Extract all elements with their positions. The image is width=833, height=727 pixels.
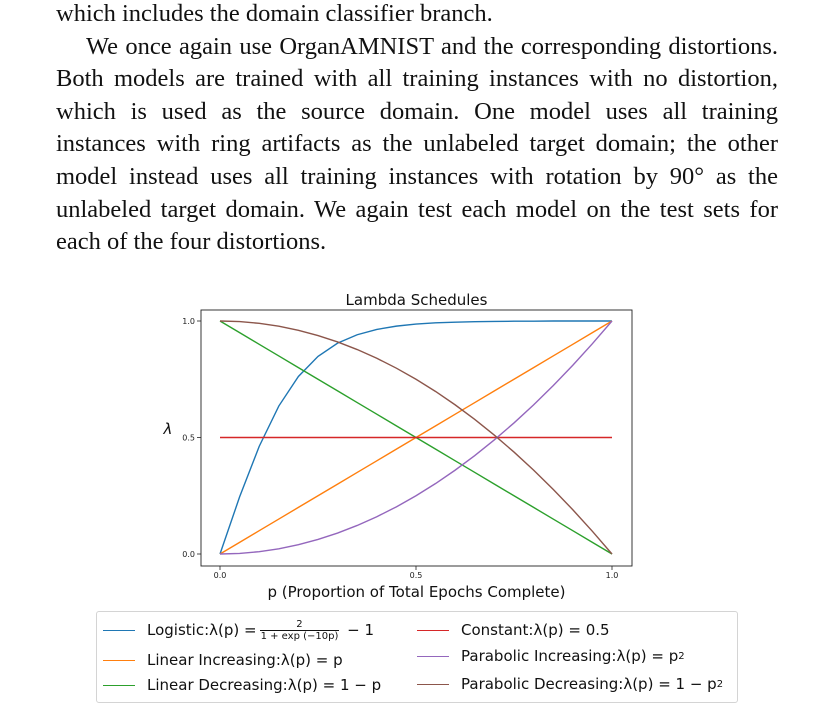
fraction-denominator: 1 + exp (−10p) <box>260 630 339 642</box>
legend-entry-3 <box>103 675 381 695</box>
legend-label: Parabolic Decreasing: <box>461 675 624 693</box>
legend-entry-5 <box>417 646 685 666</box>
x-tick-label: 0.5 <box>409 571 423 580</box>
y-tick-label: 0.5 <box>182 433 195 443</box>
legend-formula-tail: − 1 <box>342 621 375 639</box>
legend-swatch <box>417 630 449 631</box>
legend-entry-2 <box>103 650 343 670</box>
legend-label: Parabolic Increasing: <box>461 647 617 665</box>
legend-label: Logistic: <box>147 621 210 639</box>
y-tick-label: 0.0 <box>182 550 195 559</box>
chart-legend <box>96 611 738 703</box>
legend-formula: λ(p) = <box>209 621 257 639</box>
paragraph-body: We once again use OrganAMNIST and the corresponding distortions. Both models are trained with all training instances with no distortion, which is used as the source domain. One model uses all training instances with ring artifacts as the unlabeled target domain; the other model instead uses all training instances with rotation by 90° as the unlabeled target domain. We again test each model on the test sets for each of the four distortions. <box>56 32 778 256</box>
legend-swatch <box>103 685 135 686</box>
legend-formula: λ(p) = p <box>280 651 343 669</box>
x-tick-label: 0.0 <box>213 571 227 580</box>
legend-formula: λ(p) = 1 − p <box>287 676 382 694</box>
y-tick-label: 1.0 <box>182 317 195 326</box>
lambda-schedules-figure <box>0 280 833 610</box>
y-axis-label: λ <box>163 420 173 438</box>
legend-formula: λ(p) = 1 − p <box>623 675 717 693</box>
legend-label: Constant: <box>461 621 534 639</box>
legend-label: Linear Decreasing: <box>147 676 288 694</box>
x-axis-label: p (Proportion of Total Epochs Complete) <box>267 583 566 601</box>
legend-formula: λ(p) = 0.5 <box>533 621 610 639</box>
legend-swatch <box>103 630 135 631</box>
legend-entry-1 <box>103 620 374 640</box>
legend-entry-6 <box>417 674 723 694</box>
legend-superscript: 2 <box>716 678 724 690</box>
fraction-numerator: 2 <box>296 618 303 630</box>
legend-label: Linear Increasing: <box>147 651 281 669</box>
chart-title: Lambda Schedules <box>345 291 488 309</box>
legend-swatch <box>417 684 449 685</box>
legend-fraction <box>260 619 340 642</box>
legend-swatch <box>103 660 135 661</box>
paragraph-line-previous: which includes the domain classifier branch. <box>56 0 493 27</box>
body-text <box>56 0 778 259</box>
legend-formula: λ(p) = p <box>616 647 679 665</box>
legend-swatch <box>417 656 449 657</box>
x-tick-label: 1.0 <box>605 571 619 580</box>
legend-entry-4 <box>417 620 610 640</box>
legend-superscript: 2 <box>678 650 685 662</box>
